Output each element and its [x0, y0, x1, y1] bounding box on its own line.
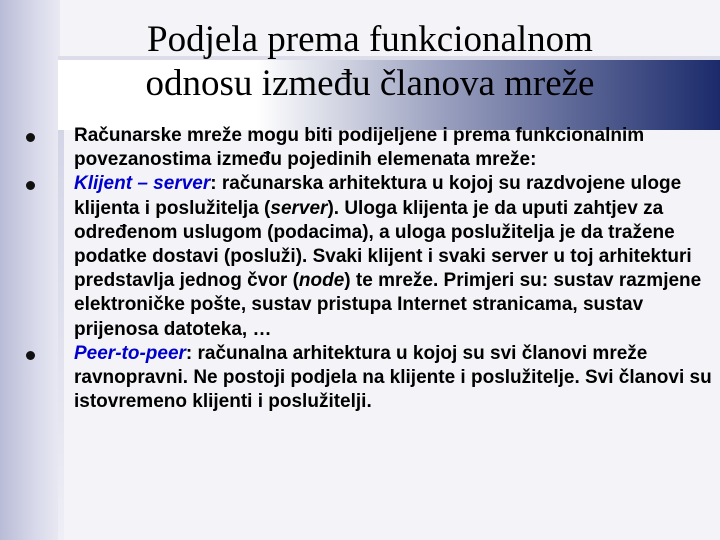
term-server: server [270, 197, 328, 219]
bullet-text-b: ). Uloga klijenta je da uputi zahtjev za određenom uslugom (podacima), a uloga poslužitelja je da tražene podatke dostavi (posluži). Svaki klijent i svaki server u toj arhitekturi predstavlja jednog čvor ( [74, 197, 692, 292]
term-node: node [298, 270, 345, 292]
bullet-dot-icon [26, 181, 35, 190]
bullet-text: Računarske mreže mogu biti podijeljene i prema funkcionalnim povezanostima između pojedinih elemenata mreže: [74, 125, 645, 171]
slide-title [64, 18, 676, 106]
slide-title-line-2: odnosu između članova mreže [145, 63, 595, 104]
slide-title-line-1: Podjela prema funkcionalnom [147, 19, 593, 60]
bullet-list [22, 124, 716, 414]
term-client-server: Klijent – server [74, 173, 211, 195]
term-peer-to-peer: Peer-to-peer [74, 342, 186, 364]
bullet-item-peer-to-peer [22, 342, 716, 415]
bullet-dot-icon [26, 133, 35, 142]
bullet-text-c: ) te mreže. Primjeri su: sustav razmjene elektroničke pošte, sustav pristupa Internet stranicama, sustav prijenosa datoteka, … [74, 270, 702, 340]
bullet-text-a: : računarska arhitektura u kojoj su razdvojene uloge klijenta i poslužitelja ( [74, 173, 682, 219]
bullet-item-intro [22, 124, 716, 172]
bullet-text: : računalna arhitektura u kojoj su svi članovi mreže ravnopravni. Ne postoji podjela na klijente i poslužitelje. Svi članovi su istovremeno klijenti i poslužitelji. [74, 342, 712, 413]
bullet-item-client-server [22, 172, 716, 341]
bullet-dot-icon [26, 351, 35, 360]
